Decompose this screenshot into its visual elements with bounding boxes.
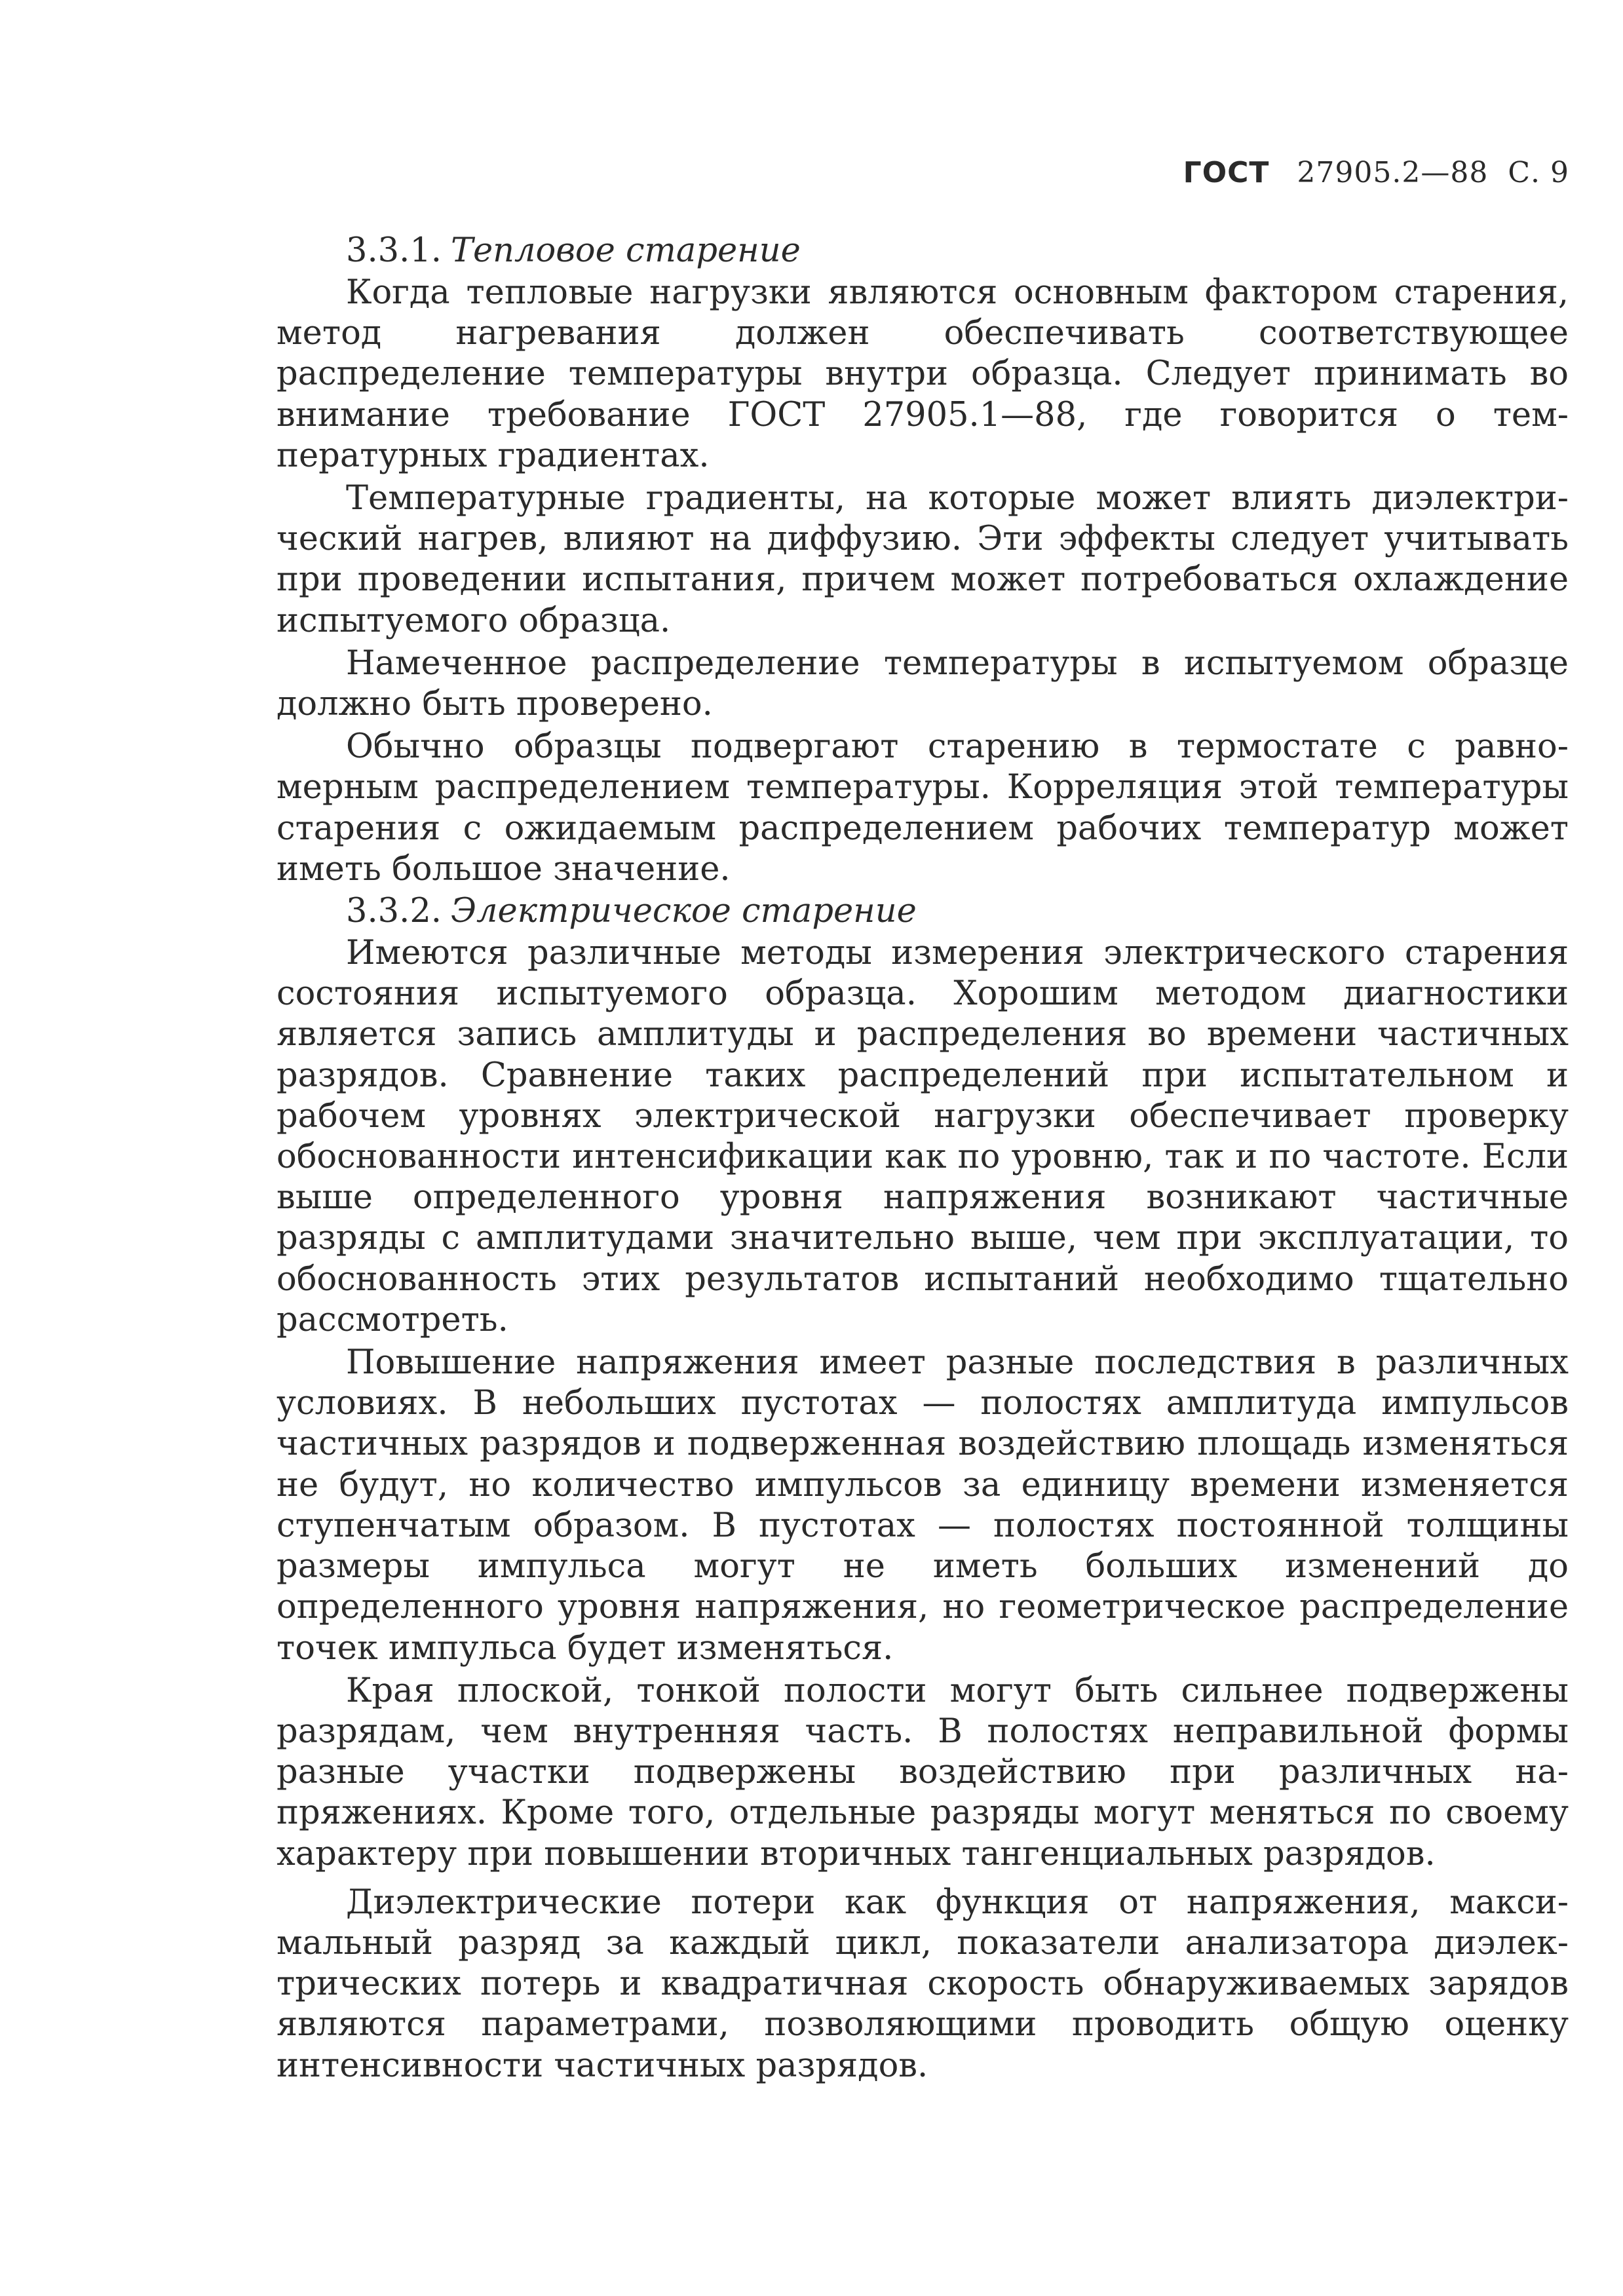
paragraph: Повышение напряжения имеет разные последствия в различных условиях. В небольших пустотах — полостях амплитуда импульсов частичных разрядов и подверженная воздействию площадь изменяться не будут, но количество импульсов за единицу времени изменяется ступенчатым образом. В пустотах — полостях постоянной толщины размеры импульса могут не иметь больших изменений до определенного уровня напряжения, но геометрическое распределение точек импульса будет изменяться. bbox=[277, 1343, 1569, 1668]
section-number: 3.3.2. bbox=[346, 892, 442, 931]
page-header bbox=[983, 156, 1569, 189]
paragraph: Края плоской, тонкой полости могут быть сильнее подвержены разрядам, чем внутренняя часть. В полостях неправильной формы разные участки подвержены воздействию при различных напряжениях. Кроме того, отдельные разряды могут меняться по своему характеру при повышении вторичных тангенциальных разрядов. bbox=[277, 1671, 1569, 1873]
paragraph: Диэлектрические потери как функция от напряжения, максимальный разряд за каждый цикл, показатели анализатора диэлектрических потерь и квадратичная скорость обнаруживаемых зарядов являются параметрами, позволяющими проводить общую оценку интенсивности частичных разрядов. bbox=[277, 1883, 1569, 2085]
section-title: Электрическое старение bbox=[450, 892, 917, 931]
section-number: 3.3.1. bbox=[346, 231, 442, 270]
standard-label: ГОСТ bbox=[1183, 156, 1270, 189]
document-body bbox=[277, 229, 1569, 2086]
paragraph: Имеются различные методы измерения электрического старения состояния испытуемого образца. Хорошим методом диагностики является запись амплитуды и распределения во времени частичных разрядов. Сравнение таких распределений при испытательном и рабочем уровнях электрической нагрузки обеспечивает проверку обоснованности интенсификации как по уровню, так и по частоте. Если выше определенного уровня напряжения возникают частичные разряды с амплитудами значительно выше, чем при эксплуатации, то обоснованность этих результатов испытаний необходимо тщательно рассмотреть. bbox=[277, 934, 1569, 1339]
standard-number: 27905.2—88 bbox=[1297, 156, 1489, 189]
paragraph: Температурные градиенты, на которые может влиять диэлектрический нагрев, влияют на диффузию. Эти эффекты следует учитывать при проведении испытания, причем может потребоваться охлаждение испытуемого образца. bbox=[277, 479, 1569, 640]
page-reference: С. 9 bbox=[1508, 156, 1569, 189]
section-heading-3-3-2 bbox=[277, 890, 1569, 933]
paragraph-gap bbox=[277, 1875, 1569, 1883]
paragraph: Когда тепловые нагрузки являются основным фактором старения, метод нагревания должен обеспечивать соответствующее распределение температуры внутри образца. Следует принимать во внимание требование ГОСТ 27905.1—88, где говорится о температурных градиентах. bbox=[277, 273, 1569, 475]
section-title: Тепловое старение bbox=[450, 231, 801, 270]
paragraph: Намеченное распределение температуры в испытуемом образце должно быть проверено. bbox=[277, 643, 1569, 724]
section-heading-3-3-1 bbox=[277, 229, 1569, 273]
paragraph: Обычно образцы подвергают старению в термостате с равномерным распределением температуры. Корреляция этой температуры старения с ожидаемым распределением рабочих температур может иметь большое значение. bbox=[277, 727, 1569, 889]
